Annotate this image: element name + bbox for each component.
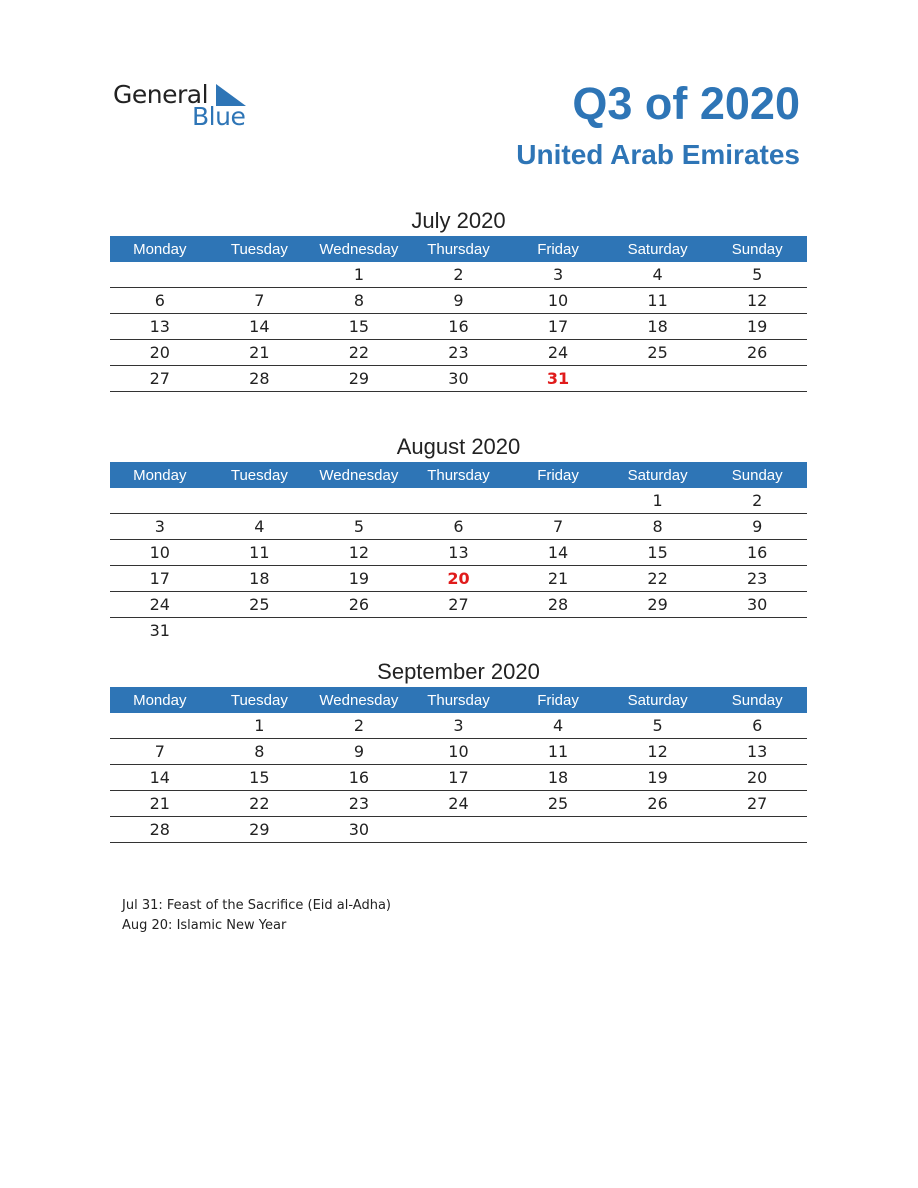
page-subtitle: United Arab Emirates (516, 139, 800, 170)
day-cell: 23 (309, 791, 409, 817)
empty-day-cell (608, 817, 708, 843)
day-cell: 3 (508, 262, 608, 288)
day-cell: 22 (608, 566, 708, 592)
week-row (110, 366, 807, 392)
day-cell: 25 (608, 340, 708, 366)
day-cell: 20 (707, 765, 807, 791)
day-cell: 31 (149, 621, 170, 640)
day-cell: 3 (110, 514, 210, 540)
day-cell: 9 (409, 288, 509, 314)
weekday-header: Sunday (707, 687, 807, 713)
day-cell: 11 (608, 288, 708, 314)
week-row (110, 314, 807, 340)
week-row (110, 488, 807, 514)
weekday-header: Thursday (409, 236, 509, 262)
day-cell: 2 (707, 488, 807, 514)
weekday-header: Saturday (608, 236, 708, 262)
weekday-header: Tuesday (210, 236, 310, 262)
day-cell: 18 (608, 314, 708, 340)
weekday-header: Thursday (409, 462, 509, 488)
weekday-header: Monday (110, 462, 210, 488)
week-row (110, 713, 807, 739)
day-cell: 7 (210, 288, 310, 314)
weekday-header: Sunday (707, 462, 807, 488)
empty-day-cell (409, 488, 509, 514)
weekday-header-row (110, 462, 807, 488)
week-row (110, 566, 807, 592)
day-cell: 10 (508, 288, 608, 314)
day-cell: 17 (409, 765, 509, 791)
day-cell: 15 (309, 314, 409, 340)
day-cell: 25 (210, 592, 310, 618)
empty-day-cell (508, 488, 608, 514)
day-cell: 23 (409, 340, 509, 366)
day-cell: 13 (707, 739, 807, 765)
day-cell: 28 (210, 366, 310, 392)
week-row (110, 817, 807, 843)
day-cell: 31 (508, 366, 608, 392)
weekday-header: Friday (508, 462, 608, 488)
weekday-header: Monday (110, 236, 210, 262)
day-cell: 4 (508, 713, 608, 739)
day-cell: 29 (309, 366, 409, 392)
day-cell: 29 (210, 817, 310, 843)
day-cell: 26 (707, 340, 807, 366)
day-cell: 14 (508, 540, 608, 566)
day-cell: 1 (608, 488, 708, 514)
day-cell: 10 (409, 739, 509, 765)
empty-day-cell (110, 713, 210, 739)
day-cell: 15 (608, 540, 708, 566)
day-cell: 16 (309, 765, 409, 791)
day-cell: 25 (508, 791, 608, 817)
day-cell: 8 (608, 514, 708, 540)
weekday-header: Wednesday (309, 687, 409, 713)
day-cell: 14 (210, 314, 310, 340)
day-cell: 5 (309, 514, 409, 540)
day-cell: 16 (409, 314, 509, 340)
day-cell: 5 (608, 713, 708, 739)
day-cell: 9 (707, 514, 807, 540)
weekday-header: Friday (508, 687, 608, 713)
week-row (110, 288, 807, 314)
day-cell: 26 (608, 791, 708, 817)
week-row (110, 340, 807, 366)
logo-word-general: General (113, 80, 209, 109)
day-cell: 27 (707, 791, 807, 817)
month-calendar-july (110, 206, 807, 392)
day-cell: 18 (210, 566, 310, 592)
day-cell: 5 (707, 262, 807, 288)
calendar-table (110, 687, 807, 843)
weekday-header: Thursday (409, 687, 509, 713)
day-cell: 21 (110, 791, 210, 817)
day-cell: 18 (508, 765, 608, 791)
month-calendar-september (110, 657, 807, 843)
day-cell: 30 (707, 592, 807, 618)
week-row (110, 262, 807, 288)
empty-day-cell (608, 618, 708, 644)
day-cell: 17 (110, 566, 210, 592)
calendar-table (110, 236, 807, 392)
day-cell: 13 (409, 540, 509, 566)
month-calendar-august (110, 432, 807, 643)
empty-day-cell (409, 618, 509, 644)
day-cell: 1 (309, 262, 409, 288)
empty-day-cell (608, 366, 708, 392)
day-cell: 6 (707, 713, 807, 739)
day-cell: 21 (508, 566, 608, 592)
day-cell: 6 (409, 514, 509, 540)
week-row (110, 739, 807, 765)
weekday-header: Tuesday (210, 462, 310, 488)
day-cell: 24 (508, 340, 608, 366)
day-cell: 1 (210, 713, 310, 739)
day-cell: 9 (309, 739, 409, 765)
weekday-header: Wednesday (309, 236, 409, 262)
weekday-header-row (110, 687, 807, 713)
day-cell: 28 (110, 817, 210, 843)
weekday-header: Saturday (608, 462, 708, 488)
empty-day-cell (110, 262, 210, 288)
week-row (110, 791, 807, 817)
empty-day-cell (707, 366, 807, 392)
day-cell: 19 (707, 314, 807, 340)
month-title: August 2020 (396, 434, 521, 459)
empty-day-cell (508, 618, 608, 644)
empty-day-cell (409, 817, 509, 843)
day-cell: 8 (309, 288, 409, 314)
empty-day-cell (110, 488, 210, 514)
page-title: Q3 of 2020 (572, 78, 800, 129)
day-cell: 10 (110, 540, 210, 566)
day-cell: 28 (508, 592, 608, 618)
day-cell: 2 (409, 262, 509, 288)
day-cell: 19 (608, 765, 708, 791)
day-cell: 17 (508, 314, 608, 340)
week-row (110, 514, 807, 540)
weekday-header: Sunday (707, 236, 807, 262)
weekday-header: Wednesday (309, 462, 409, 488)
day-cell: 15 (210, 765, 310, 791)
day-cell: 29 (608, 592, 708, 618)
day-cell: 27 (409, 592, 509, 618)
day-cell: 20 (110, 340, 210, 366)
day-cell: 4 (608, 262, 708, 288)
day-cell: 8 (210, 739, 310, 765)
day-cell: 12 (707, 288, 807, 314)
day-cell: 16 (707, 540, 807, 566)
day-cell: 6 (110, 288, 210, 314)
week-row (110, 540, 807, 566)
day-cell: 19 (309, 566, 409, 592)
day-cell: 12 (608, 739, 708, 765)
day-cell: 30 (409, 366, 509, 392)
holiday-notes (122, 896, 391, 936)
day-cell: 7 (508, 514, 608, 540)
day-cell: 24 (409, 791, 509, 817)
empty-day-cell (309, 488, 409, 514)
empty-day-cell (508, 817, 608, 843)
empty-day-cell (210, 262, 310, 288)
day-cell: 23 (707, 566, 807, 592)
weekday-header: Monday (110, 687, 210, 713)
day-cell: 22 (210, 791, 310, 817)
day-cell: 2 (309, 713, 409, 739)
weekday-header-row (110, 236, 807, 262)
day-cell: 30 (309, 817, 409, 843)
day-cell: 12 (309, 540, 409, 566)
empty-day-cell (210, 488, 310, 514)
month-title: September 2020 (377, 659, 540, 684)
week-row (110, 618, 807, 644)
holiday-note: Aug 20: Islamic New Year (122, 918, 287, 933)
logo (113, 80, 253, 132)
day-cell: 21 (210, 340, 310, 366)
weekday-header: Saturday (608, 687, 708, 713)
day-cell: 14 (110, 765, 210, 791)
day-cell: 11 (508, 739, 608, 765)
empty-day-cell (707, 817, 807, 843)
day-cell: 22 (309, 340, 409, 366)
empty-day-cell (707, 618, 807, 644)
day-cell: 24 (110, 592, 210, 618)
weekday-header: Friday (508, 236, 608, 262)
empty-day-cell (309, 618, 409, 644)
holiday-note: Jul 31: Feast of the Sacrifice (Eid al-Adha) (122, 898, 391, 913)
day-cell: 26 (309, 592, 409, 618)
week-row (110, 765, 807, 791)
empty-day-cell (210, 618, 310, 644)
logo-word-blue: Blue (192, 102, 246, 131)
day-cell: 3 (409, 713, 509, 739)
day-cell: 4 (210, 514, 310, 540)
week-row (110, 592, 807, 618)
day-cell: 7 (110, 739, 210, 765)
day-cell: 11 (210, 540, 310, 566)
day-cell: 13 (110, 314, 210, 340)
weekday-header: Tuesday (210, 687, 310, 713)
month-title: July 2020 (411, 208, 506, 233)
day-cell: 20 (409, 566, 509, 592)
day-cell: 27 (110, 366, 210, 392)
calendar-table (110, 462, 807, 643)
